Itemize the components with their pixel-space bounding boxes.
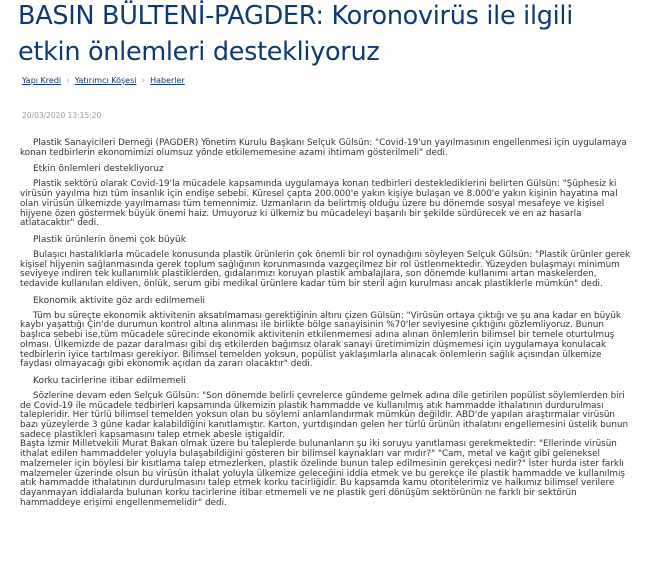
paragraph-3 [20,312,632,370]
paragraph-4a-text: Sözlerine devam eden Selçuk Gülsün: "Son dönemde belirli çevrelerce gündeme gelmek adına dile getirilen popülist söylemlerden biri de Covid-19 ile mücadele tedbirleri kapsamında ülkemizin plastik hammadde ve kullanılmış atık hammadde ithalatının durdurulması talepleridir. Her türlü bilimsel temelden yoksun olan bu söylemi anlamlandırmak mümkün değildir. ABD'de yapılan araştırmalar virüsün bazı yüzeylerde 3 güne kadar kalabildiğini kanıtlamıştır. Karton, yurtdışından gelen her türlü ürünün ithalatını engellemesini üstelik bunun sadece plastikleri kapsamasını talep etmek abesle iştigaldir. [20,390,629,440]
article-title: BASIN BÜLTENİ-PAGDER: Koronovirüs ile ilgili etkin önlemleri destekliyoruz [18,1,573,67]
section-heading-3: Ekonomik aktivite göz ardı edilmemeli [33,295,205,306]
section-heading-2: Plastik ürünlerin önemi çok büyük [33,234,186,245]
breadcrumb-haberler[interactable]: Haberler [150,76,185,85]
breadcrumb-separator-icon: › [66,76,70,86]
intro-paragraph [20,139,632,158]
paragraph-3-text: Tüm bu süreçte ekonomik aktivitenin aksatılmaması gerektiğinin altını çizen Gülsün: "Virüsün ortaya çıktığı ve şu ana kadar en büyük kaybı yaşattığı Çin'de durumun kontrol altına alınması ile birlikte bölge sanayisinin %70'ler seviyesine çıktığını gözlemliyoruz. Bunun başlıca sebebi ise,tüm mücadele sürecinde ekonomik aktivitenin etkilenmemesi adına alınan önlemlerin bilimsel bir temele oturtulmuş olması. Ülkemizde de pazar daralması gibi dış etkilerden bağımsız olarak sanayi üretimimizin düşmemesi için uygulamaya konulacak tedbirlerin iyice tartılması gerekiyor. Bilimsel temelden yoksun, popülist yaklaşımlarla alınacak önlemlerin sağlık açısından ülkemize faydası olmayacağı gibi ekonomik açıdan da zararı olacaktır" dedi. [20,310,622,370]
paragraph-2-text: Bulaşıcı hastalıklarla mücadele konusunda plastik ürünlerin çok önemli bir rol oynadığını söyleyen Selçuk Gülsün: "Plastik ürünler gerek kişisel hijyenin sağlanmasında gerek toplum sağlığının korunmasında vazgeçilmez bir rol üstlenmektedir. Yüzeyden bulaşmayı minimum seviyeye indiren tek kullanımlık plastiklerden, gıdalarımızı koruyan plastik ambalajlara, son dönemde kullanımı artan maskelerden, tedavide kullanılan eldiven, önlük, serum gibi medikal ürünlere kadar tüm bir steril ağın kurulması ancak plastiklerle mümkün" dedi. [20,249,631,290]
breadcrumb-yapi-kredi[interactable]: Yapı Kredi [22,76,62,85]
intro-text: Plastik Sanayicileri Derneği (PAGDER) Yönetim Kurulu Başkanı Selçuk Gülsün: "Covid-19'un yayılmasının engellenmesi için uygulamaya konan tedbirlerin ekonomimizi olumsuz yönde etkilememesine azami ihtimam gösterilmeli" dedi. [20,138,627,158]
paragraph-4a [20,392,632,441]
paragraph-1-text: Plastik sektörü olarak Covid-19'la mücadele kapsamında uygulamaya konan tedbirleri desteklediklerini belirten Gülsün: "Şüphesiz ki virüsün yayılma hızı tüm insanlık için endişe sebebi. Küresel çapta 200.000'e yakın kişiye bulaşan ve 8.000'e yakın kişinin hayatına mal olan virüsün ülkemizde yayılmaması tüm temennimiz. Uzmanların da belirtmiş olduğu üzere bu dönemde sosyal mesafeye ve kişisel hijyene özen göstermek büyük önemi haiz. Umuyoruz ki ülkemiz bu mücadeleyi başarılı bir şekilde sürdürecek ve en az hasarla atlatacaktır" dedi. [20,179,618,229]
paragraph-4b [20,440,632,508]
paragraph-4b-text: Başta İzmir Milletvekili Murat Bakan olmak üzere bu taleplerde bulunanların şu iki soruyu yanıtlaması gerekmektedir: "Ellerinde virüsün ithalat edilen hammaddeler yoluyla bulaşabildiğini gösteren bir bilimsel kaynakları var mıdır?" "Cam, metal ve kağıt gibi geleneksel malzemeler için böylesi bir kısıtlama talep etmezlerken, plastik özelinde bunun talep edilmesinin gerekçesi nedir?" İster hurda ister farklı malzemeler üzerinde olsun bu virüsün ithalat yoluyla ülkemize geleceğini iddia etmek ve bu gerekçe ile plastik hammadde ve kullanılmış atık hammadde ithalatının durdurulmasını talep etmek korku tacirliğidir. Bu kapsamda kamu otoritelerimiz ve halkımız bilimsel verilere dayanmayan iddialarda bulunan korku tacirlerine itibar etmemeli ve ne plastik geri dönüşüm sektörünün ne farklı bir sektörün hammaddeye erişimi engellenmemelidir" dedi. [20,439,626,508]
breadcrumb-separator-icon: › [141,76,146,86]
breadcrumb [22,76,185,86]
breadcrumb-yatirimci-kosesi[interactable]: Yatırımcı Köşesi [74,76,137,85]
section-heading-4: Korku tacirlerine itibar edilmemeli [33,375,186,386]
publish-date: 20/03/2020 13:15:20 [22,111,102,120]
paragraph-2 [20,251,632,290]
section-heading-1: Etkin önlemleri destekliyoruz [33,164,164,175]
article-body [20,139,632,508]
paragraph-1 [20,180,632,229]
